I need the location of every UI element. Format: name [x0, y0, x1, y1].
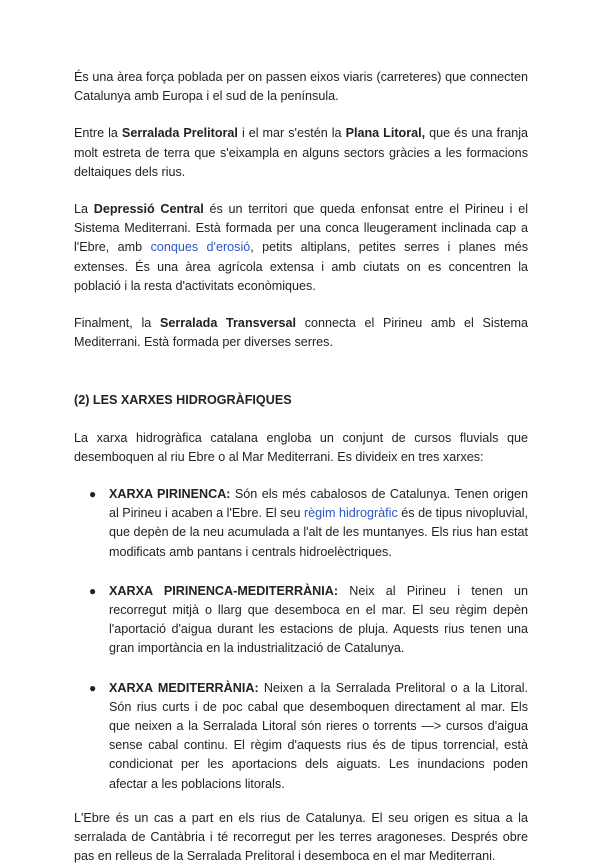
text-run: i el mar s'estén la — [237, 126, 346, 141]
bullet-icon: ● — [89, 680, 97, 695]
bullet-icon: ● — [89, 583, 97, 598]
river-network-list — [74, 485, 528, 794]
item-text: és de tipus nivopluvial, que depèn de la neu acumulada a l'alt de les muntanyes. Els rius han estat modificats amb pantans i centrals hidroelèctriques. — [109, 506, 528, 559]
bullet-icon: ● — [89, 487, 97, 502]
list-item — [74, 679, 528, 794]
list-item — [74, 485, 528, 562]
text-run: connecta el Pirineu amb el Sistema Mediterrani. Està formada per diverses serres. — [74, 316, 529, 350]
text-run: és un territori que queda enfonsat entre el Pirineu i el Sistema Mediterrani. Està formada per una conca lleugerament inclinada cap a l'Ebre, amb — [74, 202, 528, 255]
term-depressio-central: Depressió Central — [93, 202, 204, 217]
term-serralada-prelitoral: Serralada Prelitoral — [121, 126, 238, 141]
term-plana-litoral: Plana Litoral, — [345, 126, 426, 141]
paragraph-serralada-transversal — [74, 314, 528, 352]
paragraph-depressio-central — [74, 200, 528, 296]
item-title: XARXA PIRINENCA-MEDITERRÀNIA: — [109, 583, 339, 598]
item-text: Neixen a la Serralada Prelitoral o a la Litoral. Són rius curts i de poc cabal que desemboquen directament al mar. Els que neixen a la Serralada Litoral són rieres o torrents —> cursos d'aigua sense cabal continu. El règim d'aquests rius és de tipus torrencial, està condicionat per les aportacions dels aiguats. Les inundacions poden afectar a les poblacions litorals. — [109, 680, 528, 791]
paragraph-population: És una àrea força poblada per on passen eixos viaris (carreteres) que connecten Catalunya amb Europa i el sud de la península. — [74, 70, 528, 104]
item-text: Són els més cabalosos de Catalunya. Tenen origen al Pirineu i acaben a l'Ebre. El seu — [109, 487, 528, 521]
paragraph-ebre: L'Ebre és un cas a part en els rius de Catalunya. El seu origen es situa a la serralada de Cantàbria i té recorregut per les terres aragoneses. Després obre pas en relleus de la Serralada Prelitoral i desemboca en el mar Mediterrani. — [74, 810, 528, 864]
text-run: Entre la — [74, 126, 122, 141]
text-run: La — [74, 202, 94, 217]
document-page — [74, 68, 528, 867]
text-run: que és una franja molt estreta de terra que s'eixampla en alguns sectors gràcies a les formacions deltaiques dels rius. — [74, 126, 528, 179]
link-regim-hidrografic[interactable]: règim hidrogràfic — [303, 506, 398, 521]
link-conques-erosio[interactable]: conques d'erosió — [150, 240, 251, 255]
term-serralada-transversal: Serralada Transversal — [159, 316, 297, 331]
section-heading: (2) LES XARXES HIDROGRÀFIQUES — [74, 393, 292, 408]
section-intro: La xarxa hidrogràfica catalana engloba un conjunt de cursos fluvials que desemboquen al riu Ebre o al Mar Mediterrani. Es divideix en tres xarxes: — [74, 430, 528, 464]
item-title: XARXA MEDITERRÀNIA: — [109, 680, 259, 695]
text-run: Finalment, la — [74, 316, 160, 331]
item-text: Neix al Pirineu i tenen un recorregut mitjà o llarg que desemboca en el mar. El seu règim depèn l'aportació d'aigua durant les estacions de pluja. Aquests rius tenen una gran importància en la industrialització de Catalunya. — [109, 583, 528, 656]
item-title: XARXA PIRINENCA: — [109, 487, 231, 502]
text-run: , petits altiplans, petites serres i planes més extenses. És una àrea agrícola extensa i amb ciutats on es concentren la població i la resta d'activitats econòmiques. — [74, 240, 528, 293]
paragraph-plana-litoral — [74, 124, 528, 182]
list-item — [74, 582, 528, 659]
